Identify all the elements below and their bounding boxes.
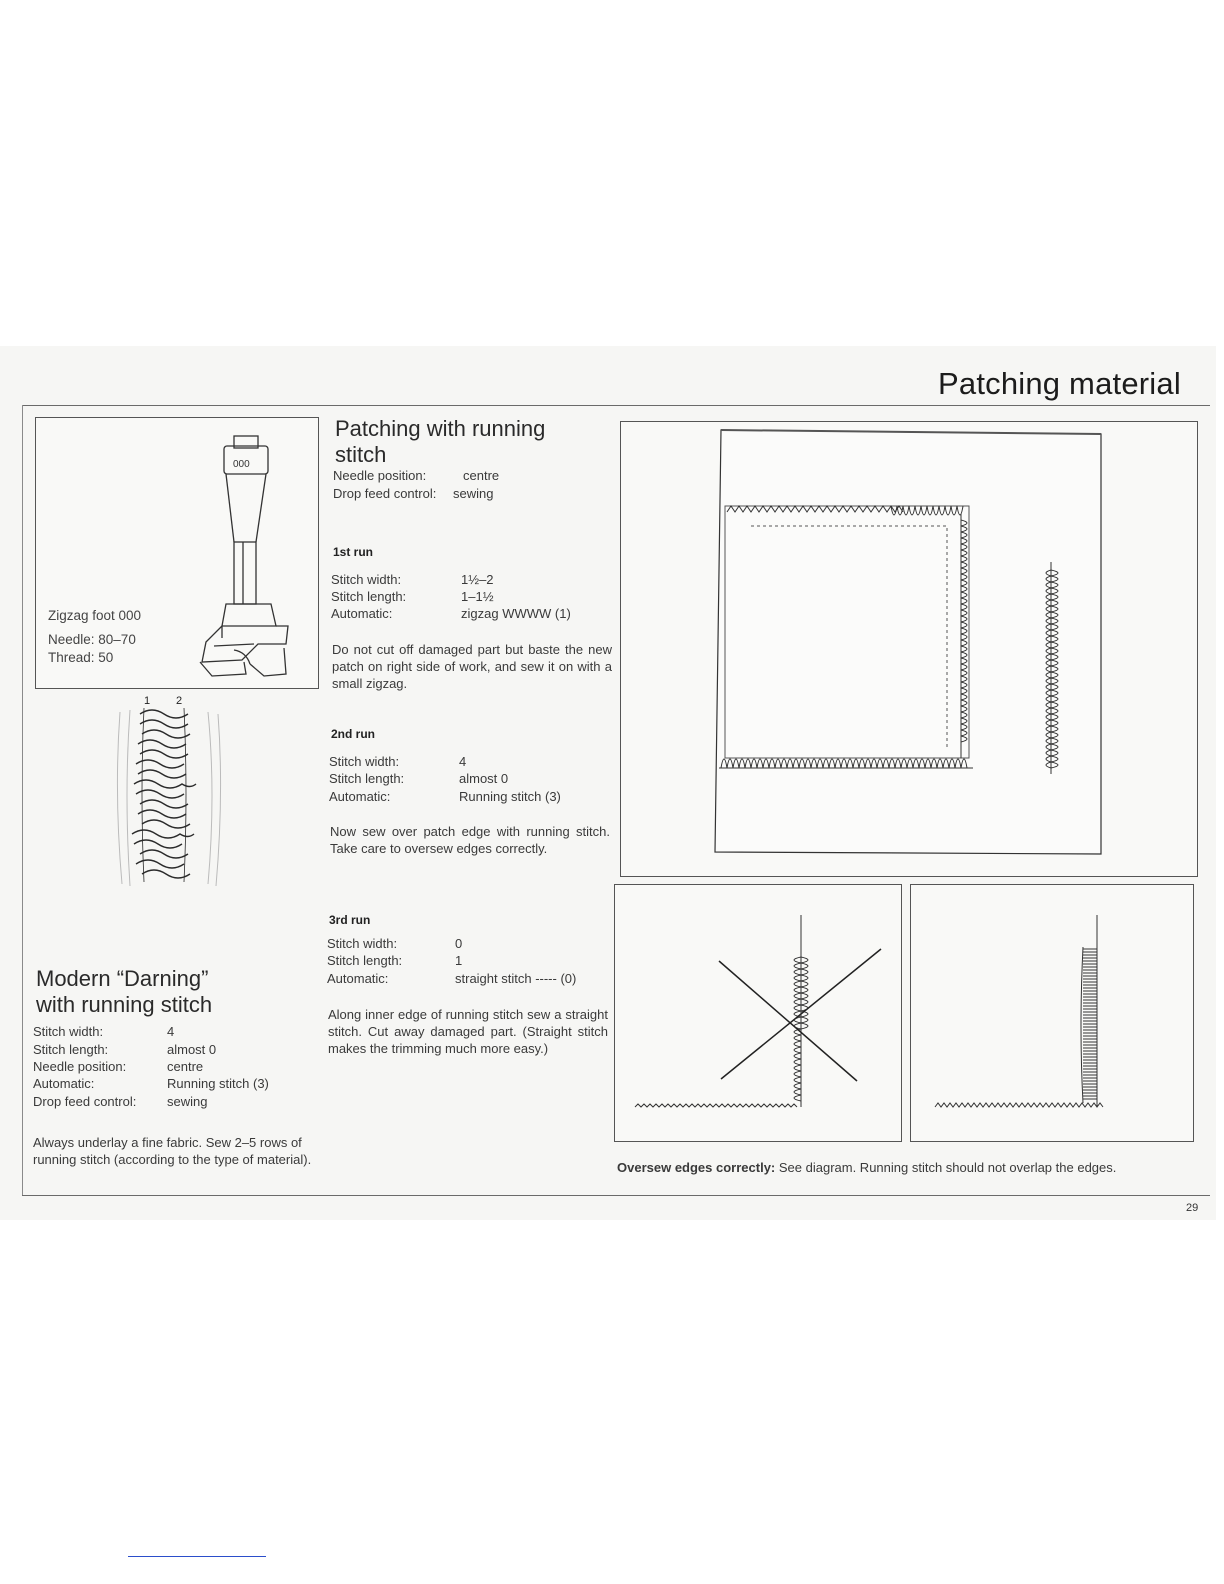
stitch-marker-2: 2	[176, 695, 183, 707]
darning-note: Always underlay a fine fabric. Sew 2–5 rows of running stitch (according to the type of material).	[33, 1135, 312, 1167]
run-1-text: Do not cut off damaged part but baste the new patch on right side of work, and sew it on with a small zigzag.	[332, 642, 612, 691]
patching-heading-line2: stitch	[335, 442, 387, 467]
run-setting-label: Stitch width:	[327, 936, 398, 951]
bottom-rule	[22, 1195, 1210, 1196]
darning-heading-line1: Modern “Darning”	[36, 966, 209, 991]
darning-setting-label: Drop feed control:	[33, 1094, 137, 1109]
zigzag-foot-panel	[35, 417, 319, 689]
zigzag-foot-illustration	[186, 430, 306, 680]
manual-page	[0, 346, 1216, 1220]
run-1-settings	[331, 572, 611, 626]
run-setting-label: Automatic:	[327, 971, 389, 986]
oversew-caption	[617, 1159, 1192, 1176]
run-setting-label: Stitch width:	[329, 754, 400, 769]
thread-label: Thread: 50	[48, 650, 114, 665]
patch-diagram	[621, 422, 1197, 876]
darning-heading	[36, 966, 316, 1018]
run-setting-value: Running stitch (3)	[459, 789, 561, 804]
correct-oversew-diagram-panel	[910, 884, 1194, 1142]
general-setting-label: Drop feed control:	[333, 486, 437, 501]
darning-settings	[33, 1024, 323, 1114]
stitch-marker-1: 1	[144, 695, 151, 707]
run-setting-label: Stitch length:	[331, 589, 407, 604]
darning-setting-value: Running stitch (3)	[167, 1076, 269, 1091]
footer-link-underline	[128, 1556, 266, 1557]
general-setting-value: sewing	[453, 486, 494, 501]
run-1-title: 1st run	[333, 545, 374, 559]
run-setting-value: straight stitch ----- (0)	[455, 971, 577, 986]
run-setting-value: almost 0	[459, 771, 509, 786]
patch-diagram-panel	[620, 421, 1198, 877]
darning-setting-label: Stitch width:	[33, 1024, 104, 1039]
darning-heading-line2: with running stitch	[36, 992, 213, 1017]
foot-marking-text: 000	[233, 459, 250, 470]
darning-setting-value: sewing	[167, 1094, 208, 1109]
run-setting-value: 4	[459, 754, 467, 769]
patching-heading-line1: Patching with running	[335, 416, 546, 441]
needle-label: Needle: 80–70	[48, 632, 136, 647]
darning-setting-value: centre	[167, 1059, 204, 1074]
darning-setting-label: Needle position:	[33, 1059, 127, 1074]
oversew-caption-bold: Oversew edges correctly:	[617, 1160, 776, 1175]
top-rule	[22, 405, 1210, 406]
run-2-title: 2nd run	[331, 727, 375, 741]
run-setting-value: 1½–2	[461, 572, 494, 587]
patching-heading	[335, 416, 605, 468]
general-setting-label: Needle position:	[333, 468, 427, 483]
page-number: 29	[1186, 1202, 1199, 1214]
general-setting-value: centre	[463, 468, 500, 483]
page-title: Patching material	[938, 366, 1181, 401]
darning-setting-value: 4	[167, 1024, 175, 1039]
run-setting-label: Stitch width:	[331, 572, 402, 587]
darning-setting-label: Automatic:	[33, 1076, 95, 1091]
correct-oversew-diagram	[911, 885, 1193, 1141]
run-2-settings	[329, 754, 609, 808]
run-setting-label: Automatic:	[331, 606, 393, 621]
darning-setting-label: Stitch length:	[33, 1042, 109, 1057]
running-stitch-diagram	[100, 694, 240, 894]
run-3-title: 3rd run	[329, 913, 371, 927]
run-setting-label: Stitch length:	[329, 771, 405, 786]
run-setting-value: 0	[455, 936, 463, 951]
run-3-settings	[327, 936, 612, 990]
patching-general-settings	[333, 468, 613, 504]
run-3-text: Along inner edge of running stitch sew a straight stitch. Cut away damaged part. (Straight stitch makes the trimming much more easy.)	[328, 1007, 608, 1056]
darning-setting-value: almost 0	[167, 1042, 217, 1057]
run-setting-label: Stitch length:	[327, 953, 403, 968]
run-setting-label: Automatic:	[329, 789, 391, 804]
oversew-caption-text: See diagram. Running stitch should not overlap the edges.	[778, 1160, 1117, 1175]
run-setting-value: 1–1½	[461, 589, 494, 604]
left-rule	[22, 405, 23, 1195]
wrong-oversew-diagram-panel	[614, 884, 902, 1142]
foot-name-label: Zigzag foot 000	[48, 608, 142, 623]
run-setting-value: zigzag WWWW (1)	[461, 606, 571, 621]
wrong-oversew-diagram	[615, 885, 901, 1141]
run-setting-value: 1	[455, 953, 463, 968]
run-2-text: Now sew over patch edge with running stitch. Take care to oversew edges correctly.	[330, 824, 610, 856]
